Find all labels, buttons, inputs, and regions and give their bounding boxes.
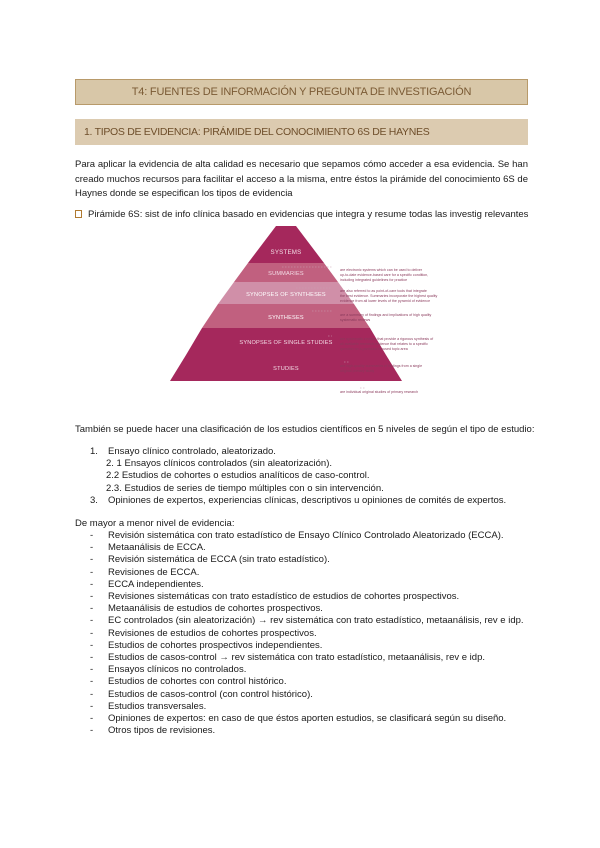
evidence-hierarchy-list bbox=[90, 530, 524, 737]
desc-studies-line-1: are individual original studies of primary research bbox=[340, 390, 419, 394]
list-item-text: Ensayos clínicos no controlados. bbox=[108, 664, 247, 676]
desc-single-studies-line-1: are high-quality summaries of findings from a single bbox=[340, 364, 423, 368]
pyramid-desc-synopses-of-syntheses bbox=[340, 313, 432, 322]
desc-syntheses-line-2: all available research evidence that relates to a specific bbox=[340, 342, 428, 346]
pyramid-label-syntheses: SYNTHESES bbox=[268, 315, 304, 321]
pyramid-label-summaries: SUMMARIES bbox=[268, 271, 304, 277]
list-item: - Estudios de cohortes prospectivos independientes. bbox=[90, 639, 323, 651]
desc-synopses-syntheses-line-1: are a summary of findings and implications of high quality bbox=[340, 313, 432, 317]
item-number: 3. bbox=[90, 494, 98, 506]
desc-systems-line-3: including integrated guidelines for practice bbox=[340, 278, 408, 282]
desc-summaries-line-3: evidence from all lower levels of the pyramid of evidence bbox=[340, 299, 431, 303]
list-item: - Otros tipos de revisiones. bbox=[90, 725, 216, 737]
list-item-text: Otros tipos de revisiones. bbox=[108, 725, 216, 737]
list-item-text: Estudios de casos-control (con control histórico). bbox=[108, 688, 313, 700]
numbered-item bbox=[90, 495, 506, 507]
item-text: 2.3. Estudios de series de tiempo múltiples con o sin intervención. bbox=[106, 482, 384, 494]
document-title bbox=[75, 79, 528, 105]
list-item: - Revisiones sistemáticas con trato estadístico de estudios de cohortes prospectivos. bbox=[90, 591, 460, 603]
pyramid-desc-studies bbox=[340, 390, 418, 394]
list-item: - Estudios de casos-control → rev sistemática con trato estadístico, metaanálisis, rev e idp. bbox=[90, 652, 485, 664]
intro-paragraph: Para aplicar la evidencia de alta calidad es necesario que sepamos cómo acceder a esa evidencia. Se han creado muchos recursos para facilitar el acceso a la misma, entre éstos la pirámide del conocimiento 6S de Haynes donde se especifican los tipos de evidencia bbox=[75, 159, 528, 199]
classification-intro: También se puede hacer una clasificación de los estudios científicos en 5 niveles de según el tipo de estudio: bbox=[75, 424, 535, 435]
pyramid-label-systems: SYSTEMS bbox=[270, 249, 302, 256]
section-heading bbox=[75, 119, 528, 145]
desc-systems-line-2: up-to-date evidence-based care for a specific condition, bbox=[340, 273, 429, 277]
pyramid-6s-figure bbox=[170, 222, 445, 412]
section-heading-text: 1. TIPOS DE EVIDENCIA: PIRÁMIDE DEL CONOCIMIENTO 6S DE HAYNES bbox=[84, 126, 430, 138]
evidence-levels-numbered-list bbox=[90, 446, 506, 507]
item-text: Opiniones de expertos, experiencias clínicas, descriptivos u opiniones de comités de expertos. bbox=[108, 494, 507, 506]
list-item: - Metaanálisis de ECCA. bbox=[90, 542, 206, 554]
pyramid-bullet bbox=[75, 209, 528, 220]
desc-single-studies-line-2: original primary study bbox=[340, 369, 375, 373]
list-item-text: Metaanálisis de estudios de cohortes prospectivos. bbox=[108, 603, 323, 615]
pyramid-desc-syntheses bbox=[340, 337, 434, 351]
list-item-text: Estudios de casos-control → rev sistemática con trato estadístico, metaanálisis, rev e idp. bbox=[108, 652, 485, 664]
desc-summaries-line-1: are also referred to as point-of-care tools that integrate bbox=[340, 289, 427, 293]
list-item-text: Metaanálisis de ECCA. bbox=[108, 542, 206, 554]
list-item-text: ECCA independientes. bbox=[108, 578, 204, 590]
list-item: - Estudios de casos-control (con control histórico). bbox=[90, 688, 313, 700]
numbered-subitem bbox=[90, 458, 506, 470]
numbered-item bbox=[90, 446, 506, 458]
desc-synopses-syntheses-line-2: systematic reviews bbox=[340, 318, 371, 322]
item-text: 2. 1 Ensayos clínicos controlados (sin aleatorización). bbox=[106, 458, 333, 470]
desc-systems-line-1: are electronic systems which can be used to deliver bbox=[340, 268, 423, 272]
item-text: 2.2 Estudios de cohortes o estudios analíticos de caso-control. bbox=[106, 470, 370, 482]
list-item: - Opiniones de expertos: en caso de que éstos aporten estudios, se clasificará según su diseño. bbox=[90, 713, 507, 725]
document-title-text: T4: FUENTES DE INFORMACIÓN Y PREGUNTA DE INVESTIGACIÓN bbox=[131, 86, 472, 98]
list-item: - Metaanálisis de estudios de cohortes prospectivos. bbox=[90, 603, 323, 615]
desc-syntheses-line-3: question on a particular focused topic area bbox=[340, 347, 408, 351]
list-item-text: EC controlados (sin aleatorización) → rev sistemática con trato estadístico, metaanálisis, rev e idp. bbox=[108, 615, 524, 627]
list-item: - EC controlados (sin aleatorización) → rev sistemática con trato estadístico, metaanálisis, rev e idp. bbox=[90, 615, 524, 627]
pyramid-bullet-text: Pirámide 6S: sist de info clínica basado en evidencias que integra y resume todas las investig relevantes bbox=[88, 209, 529, 220]
list-item-text: Estudios de cohortes prospectivos independientes. bbox=[108, 639, 323, 651]
pyramid-label-synopses-of-single-studies: SYNOPSES OF SINGLE STUDIES bbox=[239, 340, 333, 346]
list-item-text: Estudios de cohortes con control histórico. bbox=[108, 676, 287, 688]
list-item-text: Revisión sistemática de ECCA (sin trato estadístico). bbox=[108, 554, 330, 566]
pyramid-desc-summaries bbox=[340, 289, 438, 303]
list-item-text: Revisiones de estudios de cohortes prospectivos. bbox=[108, 627, 317, 639]
pyramid-tier-systems bbox=[248, 226, 324, 263]
desc-syntheses-line-1: are systematic reviews that provide a rigorous synthesis of bbox=[340, 337, 434, 341]
list-item: - Revisión sistemática de ECCA (sin trato estadístico). bbox=[90, 554, 330, 566]
pyramid-desc-systems bbox=[340, 268, 429, 282]
desc-summaries-line-2: the best evidence. Summaries incorporate the highest quality bbox=[340, 294, 438, 298]
list-item: - Revisiones de estudios de cohortes prospectivos. bbox=[90, 627, 317, 639]
list-item: - Estudios transversales. bbox=[90, 700, 207, 712]
pyramid-label-synopses-of-syntheses: SYNOPSES OF SYNTHESES bbox=[246, 292, 326, 298]
list-item-text: Opiniones de expertos: en caso de que éstos aporten estudios, se clasificará según su diseño. bbox=[108, 713, 507, 725]
numbered-subitem bbox=[90, 483, 506, 495]
list-item-text: Revisión sistemática con trato estadístico de Ensayo Clínico Controlado Aleatorizado (ECCA). bbox=[108, 530, 504, 541]
checkbox-bullet-icon bbox=[75, 210, 82, 218]
list-item: - ECCA independientes. bbox=[90, 578, 204, 590]
list-item: - Revisiones de ECCA. bbox=[90, 566, 200, 578]
list-item-text: Estudios transversales. bbox=[108, 700, 207, 712]
item-text: Ensayo clínico controlado, aleatorizado. bbox=[108, 446, 276, 457]
list-item: - Ensayos clínicos no controlados. bbox=[90, 664, 247, 676]
list-item-text: Revisiones sistemáticas con trato estadístico de estudios de cohortes prospectivos. bbox=[108, 591, 460, 603]
item-number: 1. bbox=[90, 446, 98, 457]
levels-intro: De mayor a menor nivel de evidencia: bbox=[75, 518, 235, 529]
list-item: - Estudios de cohortes con control histórico. bbox=[90, 676, 287, 688]
list-item: - Revisión sistemática con trato estadístico de Ensayo Clínico Controlado Aleatorizado (ECCA). bbox=[90, 530, 504, 541]
numbered-subitem bbox=[90, 470, 506, 482]
pyramid-label-studies: STUDIES bbox=[273, 366, 299, 372]
list-item-text: Revisiones de ECCA. bbox=[108, 566, 200, 578]
